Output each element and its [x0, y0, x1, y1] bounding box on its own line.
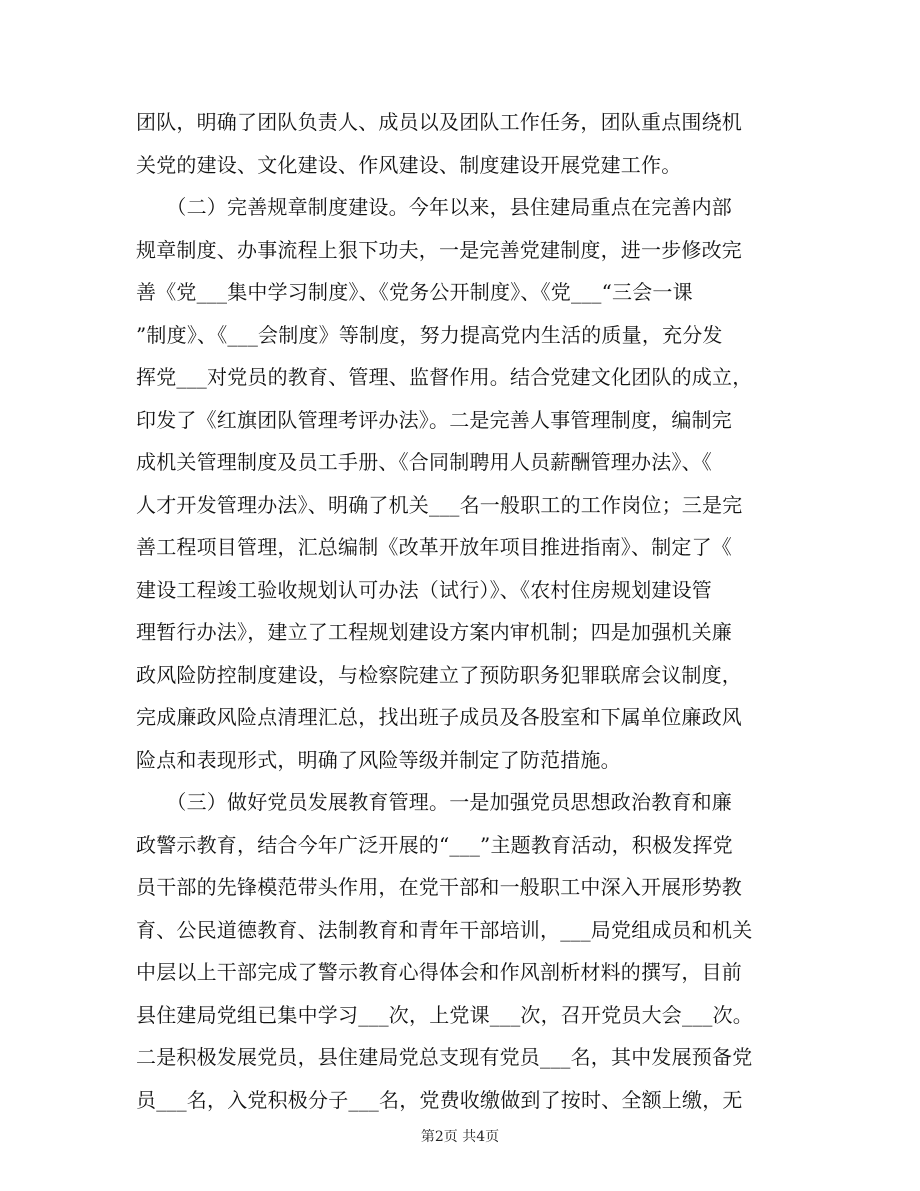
text-line-7: 挥党___对党员的教育、管理、监督作用。结合党建文化团队的成立，: [136, 365, 753, 389]
text-line-17: （三）做好党员发展教育管理。一是加强党员思想政治教育和廉: [136, 790, 732, 814]
text-line-2: 关党的建设、文化建设、作风建设、制度建设开展党建工作。: [136, 152, 682, 177]
text-line-15: 完成廉政风险点清理汇总，找出班子成员及各股室和下属单位廉政风: [136, 705, 742, 729]
text-line-3: （二）完善规章制度建设。今年以来，县住建局重点在完善内部: [136, 195, 732, 219]
page-footer: [0, 1126, 920, 1146]
body-text: [136, 101, 776, 1121]
text-line-6: ”制度》、《___会制度》等制度，努力提高党内生活的质量，充分发: [136, 322, 723, 347]
text-line-24: 员___名，入党积极分子___名，党费收缴做到了按时、全额上缴，无: [136, 1087, 743, 1112]
text-line-14: 政风险防控制度建设，与检察院建立了预防职务犯罪联席会议制度，: [136, 662, 742, 687]
text-line-16: 险点和表现形式，明确了风险等级并制定了防范措施。: [136, 747, 621, 772]
text-line-19: 员干部的先锋模范带头作用，在党干部和一般职工中深入开展形势教: [136, 875, 742, 899]
page-number-label: 第2页 共4页: [420, 1129, 500, 1145]
text-line-4: 规章制度、办事流程上狠下功夫，一是完善党建制度，进一步修改完: [136, 237, 742, 262]
text-line-9: 成机关管理制度及员工手册、《合同制聘用人员薪酬管理办法》、《: [136, 450, 712, 474]
text-line-12: 建设工程竣工验收规划认可办法（试行）》、《农村住房规划建设管: [136, 577, 712, 602]
text-line-10: 人才开发管理办法》、明确了机关___名一般职工的工作岗位；三是完: [136, 492, 743, 517]
text-line-5: 善《党___集中学习制度》、《党务公开制度》、《党___“三会一课: [136, 280, 693, 304]
text-line-18: 政警示教育，结合今年广泛开展的“___”主题教育活动，积极发挥党: [136, 832, 733, 857]
text-line-20: 育、公民道德教育、法制教育和青年干部培训，___局党组成员和机关: [136, 917, 753, 942]
text-line-22: 县住建局党组已集中学习___次，上党课___次，召开党员大会___次。: [136, 1002, 753, 1027]
text-line-11: 善工程项目管理，汇总编制《改革开放年项目推进指南》、制定了《: [136, 535, 732, 559]
text-line-1: 团队，明确了团队负责人、成员以及团队工作任务，团队重点围绕机: [136, 110, 742, 134]
text-line-13: 理暂行办法》，建立了工程规划建设方案内审机制；四是加强机关廉: [136, 620, 732, 644]
text-line-23: 二是积极发展党员，县住建局党总支现有党员___名，其中发展预备党: [136, 1045, 753, 1069]
text-line-8: 印发了《红旗团队管理考评办法》。二是完善人事管理制度，编制完: [136, 407, 732, 432]
text-line-21: 中层以上干部完成了警示教育心得体会和作风剖析材料的撰写，目前: [136, 960, 742, 984]
